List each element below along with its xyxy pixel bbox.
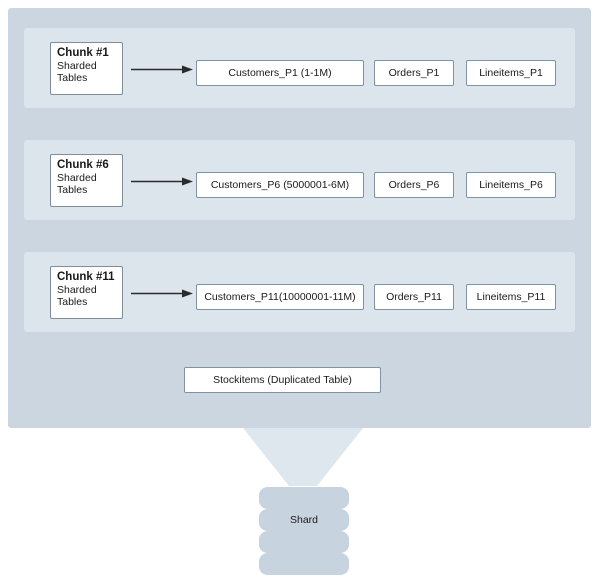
shard-label: Shard bbox=[289, 514, 319, 526]
arrow-icon-1 bbox=[131, 64, 193, 75]
table-lineitems-p11[interactable]: Lineitems_P11 bbox=[466, 284, 556, 310]
chunk-subtitle-1-line2: Tables bbox=[57, 72, 88, 84]
chunk-title-11: Chunk #11 bbox=[57, 271, 115, 283]
shard-database-icon bbox=[259, 487, 349, 577]
database-layer-3 bbox=[259, 531, 349, 553]
arrow-icon-2 bbox=[131, 176, 193, 187]
arrow-icon-3 bbox=[131, 288, 193, 299]
database-layer-4 bbox=[259, 553, 349, 575]
chunk-title-1: Chunk #1 bbox=[57, 47, 109, 59]
database-layer-1 bbox=[259, 487, 349, 509]
table-stockitems-duplicated[interactable]: Stockitems (Duplicated Table) bbox=[184, 367, 381, 393]
table-orders-p1[interactable]: Orders_P1 bbox=[374, 60, 454, 86]
chunk-subtitle-6-line2: Tables bbox=[57, 184, 88, 196]
chunk-subtitle-1-line1: Sharded bbox=[57, 60, 97, 72]
funnel-connector bbox=[243, 428, 363, 486]
table-customers-p6[interactable]: Customers_P6 (5000001-6M) bbox=[196, 172, 364, 198]
table-orders-p11[interactable]: Orders_P11 bbox=[374, 284, 454, 310]
table-customers-p11[interactable]: Customers_P11(10000001-11M) bbox=[196, 284, 364, 310]
table-customers-p1[interactable]: Customers_P1 (1-1M) bbox=[196, 60, 364, 86]
table-lineitems-p1[interactable]: Lineitems_P1 bbox=[466, 60, 556, 86]
chunk-subtitle-11-line2: Tables bbox=[57, 296, 88, 308]
chunk-box-1[interactable] bbox=[50, 42, 123, 95]
chunk-subtitle-6-line1: Sharded bbox=[57, 172, 97, 184]
table-lineitems-p6[interactable]: Lineitems_P6 bbox=[466, 172, 556, 198]
chunk-box-11[interactable] bbox=[50, 266, 123, 319]
chunk-box-6[interactable] bbox=[50, 154, 123, 207]
chunk-title-6: Chunk #6 bbox=[57, 159, 109, 171]
table-orders-p6[interactable]: Orders_P6 bbox=[374, 172, 454, 198]
chunk-subtitle-11-line1: Sharded bbox=[57, 284, 97, 296]
